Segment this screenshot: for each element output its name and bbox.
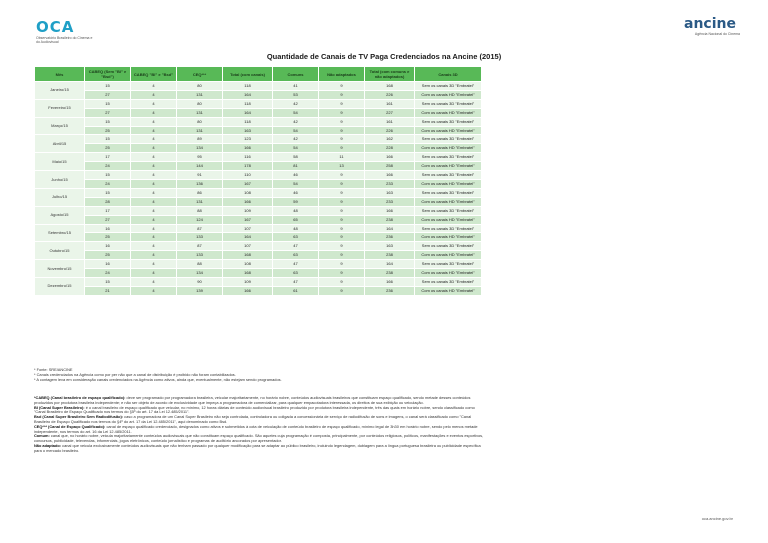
- table-cell: 9: [319, 90, 365, 99]
- table-cell: 86: [177, 188, 223, 197]
- table-cell: 9: [319, 144, 365, 153]
- table-cell: 4: [131, 99, 177, 108]
- column-header: Comuns: [273, 67, 319, 82]
- table-cell: 164: [223, 90, 273, 99]
- table-cell: 4: [131, 126, 177, 135]
- table-cell: 9: [319, 286, 365, 295]
- table-cell: 47: [273, 242, 319, 251]
- table-row: [35, 260, 482, 269]
- table-cell: 25: [85, 251, 131, 260]
- table-cell: Sem os canais 3D "Embratel": [415, 171, 482, 180]
- table-row: [35, 82, 482, 91]
- month-cell: Maio/15: [35, 153, 85, 171]
- table-cell: 15: [85, 82, 131, 91]
- table-cell: 54: [273, 144, 319, 153]
- table-row: [35, 277, 482, 286]
- table-cell: 42: [273, 135, 319, 144]
- table-cell: 15: [85, 277, 131, 286]
- table-cell: 89: [177, 135, 223, 144]
- table-cell: Sem os canais 3D "Embratel": [415, 206, 482, 215]
- table-cell: 88: [177, 260, 223, 269]
- table-cell: 133: [177, 233, 223, 242]
- ancine-logo-text: ancine: [684, 16, 736, 32]
- column-header: CEQ***: [177, 67, 223, 82]
- ancine-logo-subtitle: Agência Nacional do Cinema: [694, 32, 740, 36]
- table-cell: 118: [223, 117, 273, 126]
- table-cell: 24: [85, 179, 131, 188]
- table-cell: Sem os canais 3D "Embratel": [415, 99, 482, 108]
- table-row: [35, 126, 482, 135]
- table-cell: 63: [273, 269, 319, 278]
- table-cell: Sem os canais 3D "Embratel": [415, 224, 482, 233]
- table-cell: 107: [223, 242, 273, 251]
- table-cell: 27: [85, 215, 131, 224]
- note-line: * Fonte: SRE/ANCINE: [34, 367, 73, 372]
- table-cell: 4: [131, 277, 177, 286]
- definition-term: Bsd (Canal Super Brasileiro Sem Radiodifusão):: [34, 414, 124, 420]
- table-cell: Sem os canais 3D "Embratel": [415, 82, 482, 91]
- table-cell: 4: [131, 188, 177, 197]
- table-cell: 42: [273, 117, 319, 126]
- table-cell: 25: [85, 233, 131, 242]
- table-cell: 27: [85, 90, 131, 99]
- month-cell: Abril/15: [35, 135, 85, 153]
- channels-table: [34, 66, 482, 296]
- definition: [34, 444, 484, 454]
- table-cell: 162: [365, 135, 415, 144]
- column-header: Canais 3D: [415, 67, 482, 82]
- table-cell: 4: [131, 135, 177, 144]
- table-cell: 9: [319, 117, 365, 126]
- table-cell: 4: [131, 206, 177, 215]
- table-cell: 166: [365, 153, 415, 162]
- table-cell: 9: [319, 126, 365, 135]
- table-cell: 118: [223, 99, 273, 108]
- table-cell: 166: [223, 286, 273, 295]
- table-cell: 144: [177, 162, 223, 171]
- table-cell: 109: [223, 206, 273, 215]
- table-cell: 131: [177, 108, 223, 117]
- table-cell: 164: [365, 260, 415, 269]
- table-cell: 17: [85, 206, 131, 215]
- table-cell: 27: [85, 108, 131, 117]
- table-cell: 4: [131, 108, 177, 117]
- table-cell: 25: [85, 144, 131, 153]
- table-cell: 108: [223, 260, 273, 269]
- table-cell: 9: [319, 269, 365, 278]
- table-cell: 17: [85, 153, 131, 162]
- table-cell: 168: [223, 251, 273, 260]
- table-cell: 63: [273, 233, 319, 242]
- definition-term: *CABEQ (Canal brasileiro de espaço qualificado):: [34, 395, 126, 400]
- table-cell: 123: [223, 135, 273, 144]
- table-cell: 4: [131, 117, 177, 126]
- table-cell: Com os canais HD "Embratel": [415, 108, 482, 117]
- notes-block: [34, 368, 484, 382]
- month-cell: Outubro/15: [35, 242, 85, 260]
- table-cell: 131: [177, 197, 223, 206]
- table-cell: 238: [365, 215, 415, 224]
- table-cell: 46: [273, 171, 319, 180]
- table-cell: 4: [131, 144, 177, 153]
- table-cell: 88: [177, 206, 223, 215]
- table-row: [35, 224, 482, 233]
- table-cell: 164: [223, 108, 273, 117]
- column-header: CABEQ (Sem "Bl" e "Bsd"): [85, 67, 131, 82]
- table-cell: 16: [85, 224, 131, 233]
- table-cell: 178: [223, 162, 273, 171]
- page-title: Quantidade de Canais de TV Paga Credenciados na Ancine (2015): [266, 52, 502, 61]
- table-cell: 168: [365, 82, 415, 91]
- table-cell: 161: [365, 99, 415, 108]
- month-cell: Dezembro/15: [35, 277, 85, 295]
- table-cell: 25: [85, 126, 131, 135]
- table-cell: Sem os canais 3D "Embratel": [415, 153, 482, 162]
- table-cell: 134: [177, 269, 223, 278]
- definition-term: BI (Canal Super Brasileiro):: [34, 404, 85, 410]
- table-cell: 236: [365, 286, 415, 295]
- table-cell: 24: [85, 269, 131, 278]
- table-cell: 9: [319, 260, 365, 269]
- table-cell: 80: [177, 99, 223, 108]
- table-cell: 258: [365, 162, 415, 171]
- column-header: Total (com canais): [223, 67, 273, 82]
- table-cell: 4: [131, 90, 177, 99]
- definition-term: Não adaptado:: [34, 442, 62, 448]
- table-cell: 136: [177, 179, 223, 188]
- oca-logo-subtitle: Observatório Brasileiro do Cinema e do Audiovisual: [36, 36, 93, 44]
- table-cell: 9: [319, 242, 365, 251]
- table-cell: 53: [273, 90, 319, 99]
- table-cell: 166: [365, 171, 415, 180]
- table-cell: 4: [131, 179, 177, 188]
- table-cell: 90: [177, 277, 223, 286]
- table-cell: 227: [365, 108, 415, 117]
- table-cell: 9: [319, 277, 365, 286]
- definition-text: canal que veicula exclusivamente conteúdos audiovisuais que não tenham passado por qualquer modificação para se adaptar ao público brasileiro, incluindo legendagem, dublagem para a língua portuguesa brasileira ou publicidade específica para o mercado brasileiro.: [34, 442, 481, 453]
- month-cell: Julho/15: [35, 188, 85, 206]
- table-cell: 226: [365, 90, 415, 99]
- table-cell: Com os canais HD "Embratel": [415, 197, 482, 206]
- table-cell: 15: [85, 188, 131, 197]
- table-cell: 4: [131, 162, 177, 171]
- table-cell: 54: [273, 108, 319, 117]
- table-cell: 164: [223, 233, 273, 242]
- table-cell: 9: [319, 215, 365, 224]
- table-cell: 41: [273, 82, 319, 91]
- table-cell: 228: [365, 144, 415, 153]
- table-cell: 80: [177, 82, 223, 91]
- table-cell: 54: [273, 179, 319, 188]
- table-cell: 58: [273, 153, 319, 162]
- table-cell: 95: [177, 153, 223, 162]
- table-row: [35, 242, 482, 251]
- table-cell: Com os canais HD "Embratel": [415, 286, 482, 295]
- table-cell: Com os canais HD "Embratel": [415, 269, 482, 278]
- table-cell: 131: [177, 90, 223, 99]
- table-row: [35, 144, 482, 153]
- table-row: [35, 286, 482, 295]
- table-row: [35, 162, 482, 171]
- table-cell: 15: [85, 171, 131, 180]
- table-cell: 134: [177, 144, 223, 153]
- table-cell: 28: [85, 197, 131, 206]
- table-row: [35, 197, 482, 206]
- table-cell: 4: [131, 153, 177, 162]
- table-row: [35, 269, 482, 278]
- definition-text: é o canal brasileiro de espaço qualificado que veicular, no mínimo, 12 horas diárias de conteúdo audiovisual brasileiro produzido por produtora brasileira independente, três das quais em horário nobre, sendo classificado como "Canal Brasileiro de Espaço Qualificado nos termos do §5º do art. 17 da Lei 12.485/2011".: [34, 404, 475, 415]
- month-cell: Setembro/15: [35, 224, 85, 242]
- table-cell: Com os canais HD "Embratel": [415, 233, 482, 242]
- table-cell: 124: [177, 215, 223, 224]
- table-cell: 166: [223, 144, 273, 153]
- table-cell: 9: [319, 197, 365, 206]
- table-cell: 9: [319, 224, 365, 233]
- table-cell: 238: [365, 269, 415, 278]
- table-cell: Com os canais HD "Embratel": [415, 179, 482, 188]
- table-cell: Com os canais HD "Embratel": [415, 90, 482, 99]
- table-cell: 108: [223, 188, 273, 197]
- table-cell: 9: [319, 135, 365, 144]
- table-cell: Sem os canais 3D "Embratel": [415, 260, 482, 269]
- table-cell: 9: [319, 171, 365, 180]
- table-cell: 65: [273, 215, 319, 224]
- table-row: [35, 188, 482, 197]
- table-cell: 4: [131, 215, 177, 224]
- table-cell: 167: [223, 179, 273, 188]
- table-cell: 109: [223, 277, 273, 286]
- table-cell: 24: [85, 162, 131, 171]
- table-cell: 81: [273, 162, 319, 171]
- table-cell: 59: [273, 197, 319, 206]
- table-cell: 236: [365, 233, 415, 242]
- table-cell: 9: [319, 188, 365, 197]
- table-row: [35, 233, 482, 242]
- definition-text: caso a programadora de um Canal Super Brasileiro não seja controlada, controladora ou coligada a concessionária de serviço de radiodifusão de sons e imagens, o canal será classificado como "Canal Brasileiro de Espaço Qualificado nos termos do §4º do art. 17 da Lei 12.485/2011", aqui denominado como Bsd.: [34, 414, 472, 424]
- table-cell: 166: [365, 277, 415, 286]
- table-cell: 4: [131, 82, 177, 91]
- table-cell: 4: [131, 251, 177, 260]
- table-cell: 163: [365, 242, 415, 251]
- table-cell: 4: [131, 233, 177, 242]
- table-row: [35, 99, 482, 108]
- table-row: [35, 251, 482, 260]
- table-cell: 139: [177, 286, 223, 295]
- definition-term: CEQ*** (Canal de Espaço Qualificado):: [34, 423, 106, 429]
- table-cell: Sem os canais 3D "Embratel": [415, 188, 482, 197]
- month-cell: Março/15: [35, 117, 85, 135]
- month-cell: Janeiro/15: [35, 82, 85, 100]
- table-cell: 238: [365, 251, 415, 260]
- footer-site: oca.ancine.gov.br: [701, 516, 733, 521]
- table-cell: 4: [131, 260, 177, 269]
- table-cell: 166: [365, 206, 415, 215]
- table-body: [35, 82, 482, 296]
- table-cell: 110: [223, 171, 273, 180]
- column-header: Não adaptados: [319, 67, 365, 82]
- table-cell: 233: [365, 197, 415, 206]
- table-cell: 46: [273, 188, 319, 197]
- table-cell: Com os canais HD "Embratel": [415, 144, 482, 153]
- month-cell: Fevereiro/15: [35, 99, 85, 117]
- month-cell: Agosto/15: [35, 206, 85, 224]
- table-cell: 87: [177, 224, 223, 233]
- table-cell: 16: [85, 260, 131, 269]
- column-header: CABEQ "Bl" e "Bsd": [131, 67, 177, 82]
- table-cell: 116: [223, 153, 273, 162]
- table-cell: 80: [177, 117, 223, 126]
- table-row: [35, 135, 482, 144]
- table-cell: 4: [131, 286, 177, 295]
- table-cell: 163: [365, 188, 415, 197]
- table-cell: 15: [85, 117, 131, 126]
- table-cell: 9: [319, 82, 365, 91]
- table-cell: 42: [273, 99, 319, 108]
- definition-text: canal que, no horário nobre, veicula majoritariamente conteúdos audiovisuais que não constituam espaço qualificado. São aqueles cuja programação é composta, principalmente, por conteúdos religiosos, políticos, manifestações e eventos esportivos, concursos, publicidade, televendas, infomerciais, jogos eletrônicos, conteúdo jornalístico e programas de auditório ancorados por apresentador.: [34, 433, 484, 444]
- table-cell: 15: [85, 135, 131, 144]
- ancine-logo: [680, 16, 740, 36]
- table-row: [35, 108, 482, 117]
- table-row: [35, 153, 482, 162]
- table-cell: 9: [319, 179, 365, 188]
- table-cell: 54: [273, 126, 319, 135]
- table-cell: 168: [223, 269, 273, 278]
- table-cell: Com os canais HD "Embratel": [415, 215, 482, 224]
- table-cell: 131: [177, 126, 223, 135]
- table-cell: 15: [85, 99, 131, 108]
- note-line: * A contagem leva em consideração canais credenciados na Agência como ativos, ainda que, eventualmente, não estejam sendo programados.: [34, 376, 282, 382]
- table-cell: 9: [319, 206, 365, 215]
- table-cell: 9: [319, 108, 365, 117]
- table-cell: 16: [85, 242, 131, 251]
- table-cell: Com os canais HD "Embratel": [415, 162, 482, 171]
- table-cell: 164: [365, 224, 415, 233]
- table-cell: 166: [223, 197, 273, 206]
- table-cell: 9: [319, 251, 365, 260]
- definitions-block: [34, 396, 484, 454]
- table-cell: 48: [273, 206, 319, 215]
- table-cell: 13: [319, 162, 365, 171]
- table-cell: 91: [177, 171, 223, 180]
- table-cell: 87: [177, 242, 223, 251]
- table-cell: 4: [131, 197, 177, 206]
- month-cell: Novembro/15: [35, 260, 85, 278]
- table-cell: 4: [131, 224, 177, 233]
- table-row: [35, 179, 482, 188]
- table-cell: Sem os canais 3D "Embratel": [415, 117, 482, 126]
- table-row: [35, 117, 482, 126]
- table-cell: 107: [223, 224, 273, 233]
- table-cell: Sem os canais 3D "Embratel": [415, 277, 482, 286]
- definition-text: canal de espaço qualificado credenciado, designados como ativos e submetidos à cota de veiculação de conteúdo brasileiro de espaço qualificado, mínimo legal de 3h30 em horário nobre, sendo pelo menos metade independente, nos termos do art. 16 da Lei 12.485/2011.: [34, 423, 478, 434]
- column-header: Total (com comuns e não adaptados): [365, 67, 415, 82]
- table-cell: 61: [273, 286, 319, 295]
- definition-text: deve ser programado por programadora brasileira, veicular majoritariamente, no horário nobre, conteúdos audiovisuais brasileiros que constituam espaço qualificado, sendo metade desses conteúdos produzidos por produtora brasileira independente; e não ser objeto de acordo de exclusividade que impeça a programadora de comercializar, para qualquer empacotadora interessada, os direitos de sua exibição ou veiculação.: [34, 395, 471, 405]
- table-cell: Com os canais HD "Embratel": [415, 251, 482, 260]
- oca-logo-text: OCA: [36, 18, 75, 36]
- table-row: [35, 215, 482, 224]
- table-cell: 9: [319, 233, 365, 242]
- table-cell: 133: [177, 251, 223, 260]
- column-header: Mês: [35, 67, 85, 82]
- definition-term: Comum:: [34, 433, 50, 439]
- table-cell: 47: [273, 277, 319, 286]
- table-cell: Com os canais HD "Embratel": [415, 126, 482, 135]
- table-cell: 47: [273, 260, 319, 269]
- oca-logo: [36, 18, 96, 48]
- table-cell: 233: [365, 179, 415, 188]
- table-cell: Sem os canais 3D "Embratel": [415, 135, 482, 144]
- table-cell: 9: [319, 99, 365, 108]
- table-cell: 48: [273, 224, 319, 233]
- month-cell: Junho/15: [35, 171, 85, 189]
- table-cell: 118: [223, 82, 273, 91]
- table-cell: 4: [131, 242, 177, 251]
- table-cell: 63: [273, 251, 319, 260]
- table-cell: Sem os canais 3D "Embratel": [415, 242, 482, 251]
- table-row: [35, 171, 482, 180]
- table-cell: 4: [131, 269, 177, 278]
- table-header-row: [35, 67, 482, 82]
- table-cell: 4: [131, 171, 177, 180]
- table-row: [35, 90, 482, 99]
- table-cell: 226: [365, 126, 415, 135]
- table-row: [35, 206, 482, 215]
- table-cell: 167: [223, 215, 273, 224]
- table-cell: 161: [365, 117, 415, 126]
- table-cell: 11: [319, 153, 365, 162]
- note-line: * Canais credenciados na Agência como por per não que a canal de distribuição é proibido não foram contabilizados.: [34, 371, 236, 377]
- table-cell: 163: [223, 126, 273, 135]
- table-cell: 21: [85, 286, 131, 295]
